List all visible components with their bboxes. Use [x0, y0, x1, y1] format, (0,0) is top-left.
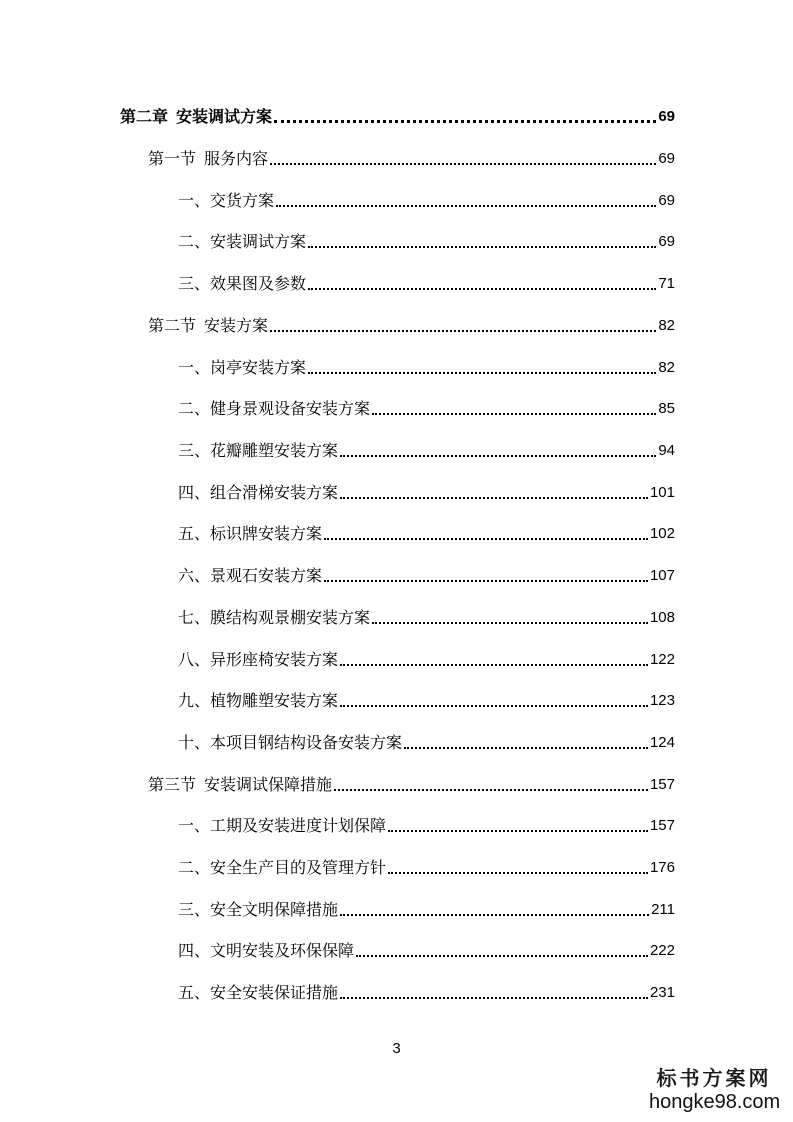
toc-leader-dots — [340, 997, 648, 999]
toc-leader-dots — [334, 789, 648, 791]
toc-entry-item[interactable] — [178, 814, 675, 838]
toc-leader-dots — [308, 288, 656, 290]
toc-entry-item[interactable] — [178, 230, 675, 254]
toc-entry-chapter-2[interactable] — [120, 105, 675, 129]
toc-entry-page: 157 — [649, 776, 675, 793]
toc-entry-page: 82 — [658, 359, 675, 376]
toc-entry-label: 九、植物雕塑安装方案 — [178, 691, 339, 710]
toc-entry-title — [148, 147, 268, 171]
toc-leader-dots — [356, 955, 648, 957]
toc-entry-item[interactable] — [178, 898, 675, 922]
toc-entry-item[interactable] — [178, 439, 675, 463]
toc-entry-label: 安装方案 — [204, 316, 269, 335]
toc-entry-page: 69 — [658, 192, 675, 209]
toc-entry-label: 一、工期及安装进度计划保障 — [178, 816, 387, 835]
toc-entry-item[interactable] — [178, 564, 675, 588]
toc-entry-label: 七、膜结构观景棚安装方案 — [178, 608, 371, 627]
toc-leader-dots — [276, 205, 656, 207]
watermark-logo — [649, 1066, 779, 1114]
toc-entry-item[interactable] — [178, 731, 675, 755]
toc-entry-page: 123 — [649, 692, 675, 709]
toc-entry-page: 157 — [649, 817, 675, 834]
toc-leader-dots — [324, 538, 648, 540]
toc-entry-page: 211 — [651, 901, 675, 918]
toc-entry-page: 85 — [658, 400, 675, 417]
toc-leader-dots — [372, 622, 648, 624]
toc-entry-label: 三、花瓣雕塑安装方案 — [178, 441, 339, 460]
toc-entry-number: 第二章 — [120, 107, 169, 126]
toc-entry-item[interactable] — [178, 522, 675, 546]
toc-entry-label: 三、安全文明保障措施 — [178, 900, 339, 919]
toc-leader-dots — [340, 914, 649, 916]
toc-leader-dots — [340, 455, 656, 457]
toc-entry-label: 六、景观石安装方案 — [178, 566, 323, 585]
toc-entry-page: 82 — [658, 317, 675, 334]
toc-entry-title — [148, 314, 268, 338]
toc-entry-number: 第三节 — [148, 775, 197, 794]
toc-entry-page: 69 — [658, 108, 675, 125]
toc-entry-label: 二、安装调试方案 — [178, 232, 307, 251]
toc-entry-label: 三、效果图及参数 — [178, 274, 307, 293]
toc-leader-dots — [308, 372, 656, 374]
toc-entry-item[interactable] — [178, 272, 675, 296]
toc-entry-page: 102 — [649, 525, 675, 542]
toc-entry-page: 69 — [658, 150, 675, 167]
toc-leader-dots — [388, 872, 648, 874]
toc-entry-page: 107 — [649, 567, 675, 584]
toc-entry-label: 五、标识牌安装方案 — [178, 524, 323, 543]
toc-entry-page: 101 — [649, 484, 675, 501]
toc-entry-section-2[interactable] — [148, 314, 675, 338]
toc-entry-page: 124 — [649, 734, 675, 751]
toc-entry-page: 71 — [658, 275, 675, 292]
toc-entry-page: 222 — [649, 942, 675, 959]
toc-leader-dots — [404, 747, 648, 749]
toc-entry-label: 一、交货方案 — [178, 191, 275, 210]
toc-entry-label: 安装调试保障措施 — [204, 775, 333, 794]
toc-entry-number: 第一节 — [148, 149, 197, 168]
toc-entry-title — [120, 105, 272, 129]
toc-entry-number: 第二节 — [148, 316, 197, 335]
watermark-url-text: hongke98.com — [649, 1091, 781, 1113]
toc-entry-label: 四、组合滑梯安装方案 — [178, 483, 339, 502]
toc-entry-page: 231 — [649, 984, 675, 1001]
toc-leader-dots — [340, 705, 648, 707]
toc-leader-dots — [372, 413, 656, 415]
watermark-chinese-text: 标书方案网 — [656, 1066, 772, 1090]
toc-leader-dots — [340, 497, 648, 499]
toc-entry-label: 八、异形座椅安装方案 — [178, 650, 339, 669]
toc-entry-page: 122 — [649, 651, 675, 668]
toc-entry-item[interactable] — [178, 189, 675, 213]
toc-entry-page: 108 — [649, 609, 675, 626]
toc-leader-dots — [340, 664, 648, 666]
toc-entry-item[interactable] — [178, 689, 675, 713]
toc-entry-label: 服务内容 — [204, 149, 269, 168]
toc-entry-page: 94 — [658, 442, 675, 459]
toc-entry-item[interactable] — [178, 648, 675, 672]
toc-entry-page: 69 — [658, 233, 675, 250]
toc-entry-label: 安装调试方案 — [176, 107, 273, 126]
toc-leader-dots — [274, 120, 656, 123]
toc-entry-label: 五、安全安装保证措施 — [178, 983, 339, 1002]
toc-leader-dots — [324, 580, 648, 582]
toc-entry-item[interactable] — [178, 606, 675, 630]
toc-entry-item[interactable] — [178, 939, 675, 963]
toc-entry-label: 二、安全生产目的及管理方针 — [178, 858, 387, 877]
toc-entry-label: 一、岗亭安装方案 — [178, 358, 307, 377]
toc-entry-item[interactable] — [178, 481, 675, 505]
toc-entry-item[interactable] — [178, 397, 675, 421]
toc-leader-dots — [388, 830, 648, 832]
toc-leader-dots — [308, 246, 656, 248]
toc-entry-item[interactable] — [178, 856, 675, 880]
toc-entry-label: 四、文明安装及环保保障 — [178, 941, 355, 960]
toc-entry-section-1[interactable] — [148, 147, 675, 171]
toc-entry-label: 十、本项目钢结构设备安装方案 — [178, 733, 403, 752]
toc-entry-page: 176 — [649, 859, 675, 876]
toc-leader-dots — [270, 330, 656, 332]
toc-entry-item[interactable] — [178, 981, 675, 1005]
toc-entry-title — [148, 773, 332, 797]
page-number: 3 — [392, 1040, 401, 1057]
toc-entry-item[interactable] — [178, 356, 675, 380]
toc-entry-label: 二、健身景观设备安装方案 — [178, 399, 371, 418]
toc-leader-dots — [270, 163, 656, 165]
toc-entry-section-3[interactable] — [148, 773, 675, 797]
